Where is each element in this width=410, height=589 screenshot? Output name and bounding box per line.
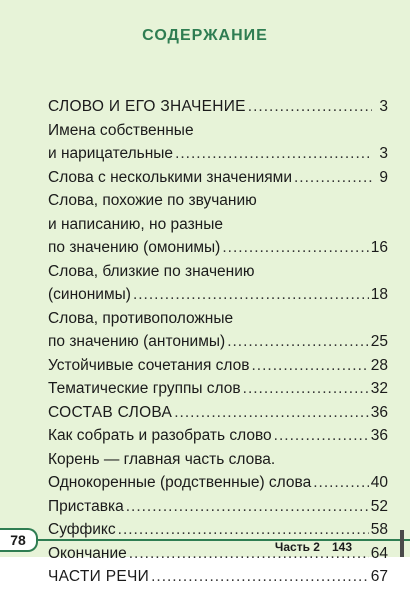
toc-entry-page: 58 (370, 521, 388, 538)
footer-info (263, 540, 352, 554)
toc-leader-dots (313, 471, 369, 495)
toc-entry (48, 95, 388, 119)
toc-entry (48, 119, 388, 143)
toc-entry-page: 32 (370, 380, 388, 397)
toc-leader-dots (251, 354, 368, 378)
toc-leader-dots (133, 283, 369, 307)
toc-entry (48, 448, 388, 472)
toc-entry-title: Суффикс (48, 521, 116, 538)
contents-heading: СОДЕРЖАНИЕ (142, 27, 268, 44)
toc-leader-dots (222, 236, 368, 260)
footer-page: 143 (331, 540, 352, 554)
toc-entry-title: Устойчивые сочетания слов (48, 356, 250, 374)
toc-entry-title: Однокоренные (родственные) слова (48, 474, 312, 491)
toc-entry (48, 189, 388, 213)
toc-entry-title: по значению (омонимы) (48, 239, 221, 256)
toc-entry-title: Корень — главная часть слова. (48, 450, 276, 468)
toc-entry (48, 283, 388, 307)
toc-entry (48, 142, 388, 166)
toc-leader-dots (227, 330, 369, 354)
toc-entry (48, 565, 388, 589)
toc-entry-page: 25 (370, 333, 388, 350)
toc-entry (48, 495, 388, 519)
page-edge (400, 530, 404, 557)
toc-entry-page: 9 (379, 168, 388, 186)
toc-entry-page: 28 (370, 356, 388, 374)
toc-entry-page: 67 (370, 568, 388, 585)
toc-leader-dots (274, 424, 369, 448)
toc-entry-title: Слова с несколькими значениями (48, 168, 292, 186)
toc-entry-title: по значению (антонимы) (48, 333, 226, 350)
toc-entry-title: СОСТАВ СЛОВА (48, 403, 173, 421)
toc-entry (48, 518, 388, 542)
toc-entry-title: (синонимы) (48, 286, 131, 303)
toc-entry (48, 260, 388, 284)
toc-entry-page: 36 (370, 403, 388, 421)
toc-leader-dots (243, 377, 369, 401)
toc-entry-title: Приставка (48, 497, 124, 515)
toc-entry (48, 354, 388, 378)
toc-entry-title: ЧАСТИ РЕЧИ (48, 568, 150, 585)
toc-entry (48, 330, 388, 354)
toc-entry-title: Окончание (48, 544, 127, 562)
toc-leader-dots (175, 142, 372, 166)
toc-entry-page: 16 (370, 239, 388, 256)
footer-rule (38, 539, 410, 541)
toc-entry-title: и нарицательные (48, 145, 174, 162)
page-number-badge: 78 (0, 528, 38, 552)
toc-entry-title: и написанию, но разные (48, 215, 224, 233)
toc-entry-title: Имена собственные (48, 121, 194, 139)
toc-entry (48, 236, 388, 260)
toc-entry (48, 471, 388, 495)
toc-entry-page: 3 (379, 98, 388, 115)
toc-entry (48, 377, 388, 401)
toc-entry-title: Как собрать и разобрать слово (48, 427, 272, 444)
toc-entry (48, 401, 388, 425)
toc-entry (48, 307, 388, 331)
toc-entry-page: 18 (370, 286, 388, 303)
toc-leader-dots (248, 95, 372, 119)
footer-part: Часть 2 (274, 540, 320, 554)
toc-entry-page: 36 (370, 427, 388, 444)
toc-entry-title: Слова, противоположные (48, 309, 234, 327)
toc-leader-dots (174, 401, 369, 425)
toc-entry-page: 40 (370, 474, 388, 491)
table-of-contents (48, 95, 388, 589)
toc-entry-title: Слова, похожие по звучанию (48, 192, 257, 209)
toc-entry (48, 213, 388, 237)
toc-entry-page: 52 (370, 497, 388, 515)
toc-entry (48, 424, 388, 448)
toc-leader-dots (294, 166, 372, 190)
toc-entry-title: СЛОВО И ЕГО ЗНАЧЕНИЕ (48, 98, 246, 115)
toc-entry-title: Слова, близкие по значению (48, 262, 255, 280)
toc-entry-title: Тематические группы слов (48, 380, 241, 397)
toc-entry-page: 64 (370, 544, 388, 562)
toc-entry (48, 166, 388, 190)
toc-entry-page: 3 (379, 145, 388, 162)
toc-leader-dots (118, 518, 369, 542)
toc-leader-dots (126, 495, 369, 519)
toc-leader-dots (151, 565, 369, 589)
